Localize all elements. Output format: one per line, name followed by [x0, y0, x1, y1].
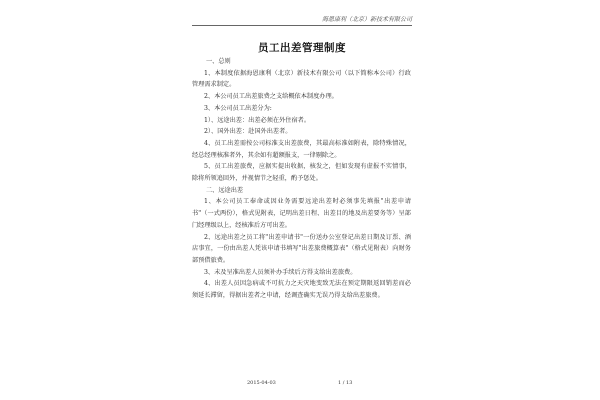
- header-divider: [192, 25, 412, 26]
- section-heading-long-distance: 二、远途出差: [206, 186, 244, 194]
- paragraph: 4、员工出差需按公司标准支出差旅费，其最高标准如附表，除特殊情况，经总经理核准者外，其余如有超额报支，一律剔除之。: [192, 139, 411, 159]
- document-title: 员工出差管理制度: [258, 42, 346, 54]
- footer-page-number: 1 / 13: [338, 380, 353, 386]
- paragraph: 2）、国外出差：赴国外出差者。: [204, 128, 292, 136]
- paragraph: 3、本公司员工出差分为:: [204, 104, 272, 112]
- document-body: [192, 56, 411, 302]
- footer-date: 2015-04-03: [247, 380, 276, 386]
- header-company-name: 海恩康利（北京）新技术有限公司: [321, 16, 412, 23]
- paragraph: 1、本公司员工奉命或因业务需要远途出差时必须事先填报"出差申请书"（一式两份），格式见附表，记明出差日程、出差目的地及出差要务等）呈部门经理级以上，经核准后方可出差。: [192, 198, 411, 229]
- paragraph: 3、未及呈准出差人员须补办手续后方得支给出差旅费。: [204, 268, 357, 276]
- paragraph: 1、本制度依据海恩康利（北京）新技术有限公司（以下简称本公司）行政管理需求制定。: [192, 69, 411, 89]
- paragraph: 2、本公司员工出差旅费之支给概依本制度办理。: [204, 93, 338, 101]
- section-heading-general: 一、总则: [206, 58, 231, 65]
- paragraph: 4、出差人员因急病或不可抗力之天灾地变致无法在预定期限返回销差而必须延长滞留，得据出差者之申请，经调查确实无误乃得支给出差旅费。: [192, 280, 411, 300]
- paragraph: 1）、远途出差：出差必须在外住宿者。: [204, 116, 311, 124]
- paragraph: 5、员工出差旅费，应据实提出收据，核发之，但如发现有虚报不实情事，除将所领追回外，并视情节之轻重，酌予惩处。: [192, 163, 411, 183]
- paragraph: 2、远途出差之员工将"出差申请书"一份送办公室登记出差日期及订票、酒店事宜，一份由出差人凭该申请书填写"出差旅费概算表"（格式见附表）向财务部预借旅费。: [192, 233, 411, 264]
